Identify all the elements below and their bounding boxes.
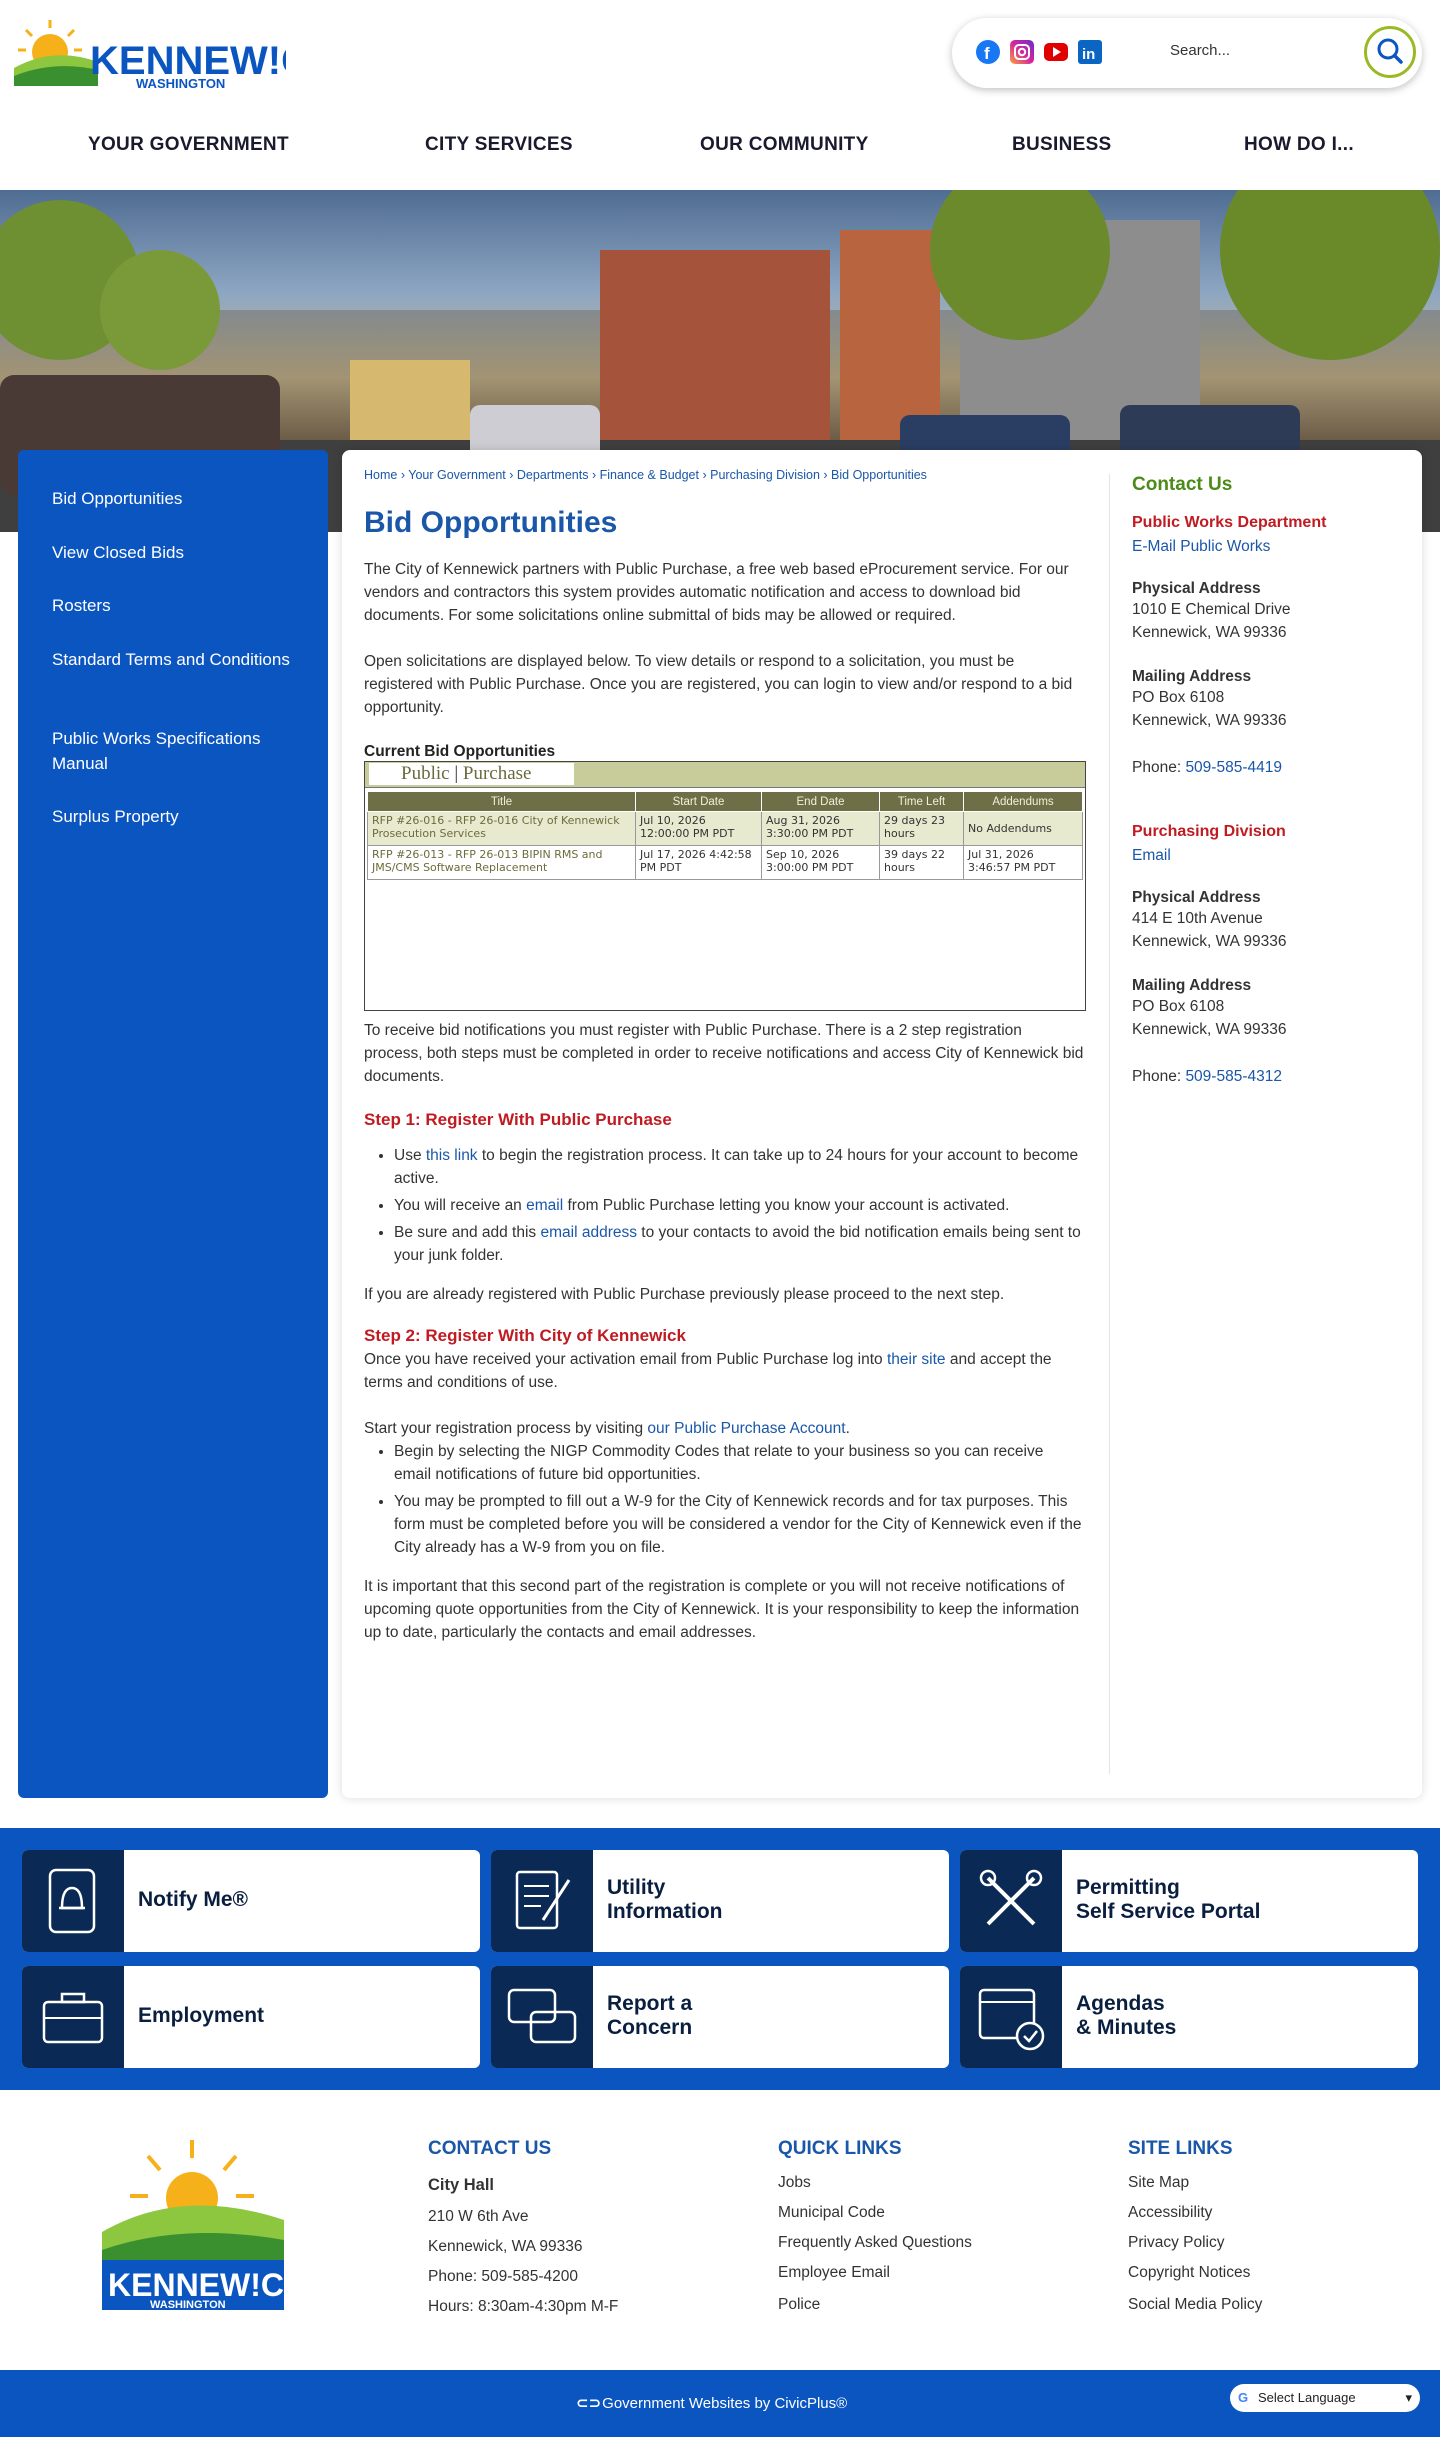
quick-tiles bbox=[0, 1828, 1440, 2090]
col-title: Title bbox=[368, 792, 636, 812]
document-pen-icon bbox=[491, 1850, 593, 1952]
civicplus-icon: ⊂⊃ bbox=[576, 2395, 602, 2412]
main-nav bbox=[0, 120, 1440, 172]
logo-wordmark: KENNEW! bbox=[90, 39, 282, 83]
email-address-link[interactable]: email address bbox=[540, 1224, 637, 1241]
step2-paragraph bbox=[364, 1348, 1084, 1394]
footer-site-links-heading: SITE LINKS bbox=[1128, 2138, 1233, 2159]
nav-our-community[interactable]: OUR COMMUNITY bbox=[700, 134, 869, 155]
tile-label: Concern bbox=[607, 2016, 693, 2039]
sidebar-nav bbox=[18, 450, 328, 1798]
pp-logo-public: Public bbox=[401, 763, 450, 784]
tile-report-concern[interactable] bbox=[491, 1966, 949, 2068]
tile-label: Report a bbox=[607, 1992, 693, 2015]
nav-how-do-i[interactable]: HOW DO I... bbox=[1244, 134, 1354, 155]
pw-phone-link[interactable]: 509-585-4419 bbox=[1185, 759, 1282, 776]
site-header bbox=[0, 0, 1440, 190]
contact-column bbox=[1109, 474, 1399, 1774]
footer-link-employee-email[interactable]: Employee Email bbox=[778, 2264, 890, 2281]
start-registration-paragraph bbox=[364, 1417, 1084, 1440]
tile-label: Utility bbox=[607, 1876, 666, 1899]
pw-mailing-line1: PO Box 6108 bbox=[1132, 689, 1225, 706]
physical-address-label: Physical Address bbox=[1132, 889, 1261, 906]
start-text: Start your registration process by visiting bbox=[364, 1420, 648, 1437]
tile-employment[interactable] bbox=[22, 1966, 480, 2068]
step2-list bbox=[394, 1440, 1084, 1559]
footer-contact-heading: CONTACT US bbox=[428, 2138, 552, 2159]
bid-end-date: Aug 31, 2026 3:30:00 PM PDT bbox=[762, 812, 880, 846]
pd-mailing-line2: Kennewick, WA 99336 bbox=[1132, 1021, 1287, 1038]
purchasing-division-name: Purchasing Division bbox=[1132, 823, 1286, 840]
tile-label: Permitting bbox=[1076, 1876, 1180, 1899]
footer-link-jobs[interactable]: Jobs bbox=[778, 2174, 811, 2191]
phone-label: Phone: bbox=[1132, 759, 1186, 776]
bid-title-link[interactable]: RFP #26-016 - RFP 26-016 City of Kennewick Prosecution Services bbox=[368, 812, 636, 846]
list-item bbox=[394, 1194, 1084, 1217]
breadcrumb-separator: › bbox=[591, 468, 597, 482]
already-registered-paragraph: If you are already registered with Public Purchase previously please proceed to the next step. bbox=[364, 1286, 1005, 1303]
tile-notify-me[interactable] bbox=[22, 1850, 480, 1952]
purchasing-email-link[interactable]: Email bbox=[1132, 847, 1171, 864]
col-end-date: End Date bbox=[762, 792, 880, 812]
search-input[interactable]: Search... bbox=[1170, 42, 1231, 59]
civicplus-credit-text: Government Websites by CivicPlus® bbox=[602, 2395, 848, 2412]
tile-permitting-portal[interactable] bbox=[960, 1850, 1418, 1952]
pw-physical-line2: Kennewick, WA 99336 bbox=[1132, 624, 1287, 641]
footer-address-2: Kennewick, WA 99336 bbox=[428, 2238, 583, 2255]
public-works-name: Public Works Department bbox=[1132, 514, 1327, 531]
facebook-icon[interactable] bbox=[976, 40, 1000, 64]
tile-agendas-minutes[interactable] bbox=[960, 1966, 1418, 2068]
footer-logo[interactable] bbox=[102, 2136, 284, 2317]
tile-label: & Minutes bbox=[1076, 2016, 1177, 2039]
list-item bbox=[394, 1144, 1084, 1190]
registration-link[interactable]: this link bbox=[425, 1147, 478, 1164]
footer-link-privacy[interactable]: Privacy Policy bbox=[1128, 2234, 1225, 2251]
pd-phone bbox=[1132, 1065, 1399, 1088]
breadcrumb bbox=[364, 468, 1084, 496]
sidebar-item-surplus-property[interactable]: Surplus Property bbox=[52, 807, 179, 826]
col-time-left: Time Left bbox=[880, 792, 964, 812]
civicplus-credit[interactable] bbox=[576, 2394, 847, 2412]
col-addendums: Addendums bbox=[964, 792, 1083, 812]
bottom-bar bbox=[0, 2370, 1440, 2437]
footer-link-accessibility[interactable]: Accessibility bbox=[1128, 2204, 1213, 2221]
youtube-icon[interactable] bbox=[1044, 43, 1068, 61]
public-purchase-logo[interactable]: Public | Purchase bbox=[369, 763, 574, 785]
google-icon: G bbox=[1238, 2390, 1249, 2405]
footer-logo-subtext: WASHINGTON bbox=[150, 2299, 226, 2311]
bid-addendums: No Addendums bbox=[964, 812, 1083, 846]
step1-text: Use bbox=[394, 1147, 426, 1164]
step2-text: Once you have received your activation email from Public Purchase log into bbox=[364, 1351, 887, 1368]
footer-quick-links-heading: QUICK LINKS bbox=[778, 2138, 902, 2159]
pd-physical-line1: 414 E 10th Avenue bbox=[1132, 910, 1263, 927]
bid-table-header bbox=[368, 792, 1083, 812]
pd-physical-line2: Kennewick, WA 99336 bbox=[1132, 933, 1287, 950]
register-paragraph: To receive bid notifications you must register with Public Purchase. There is a 2 step registration process, both steps must be completed in order to receive notifications and access City of Kennewick bid documents. bbox=[364, 1022, 1084, 1085]
sidebar-item-view-closed-bids[interactable]: View Closed Bids bbox=[52, 543, 184, 562]
intro-paragraph: The City of Kennewick partners with Public Purchase, a free web based eProcurement service. For our vendors and contractors this system provides automatic notification and access to download bid documents. For some solicitations online submittal of bids may be allowed or required. bbox=[364, 561, 1069, 624]
chevron-down-icon: ▾ bbox=[1405, 2390, 1412, 2405]
breadcrumb-separator: › bbox=[509, 468, 514, 482]
bid-table bbox=[367, 791, 1083, 880]
svg-text:f: f bbox=[984, 44, 990, 63]
footer-link-police[interactable]: Police bbox=[778, 2296, 821, 2313]
bid-time-left: 29 days 23 hours bbox=[880, 812, 964, 846]
step2-heading: Step 2: Register With City of Kennewick bbox=[364, 1326, 686, 1345]
mailing-address-label: Mailing Address bbox=[1132, 668, 1252, 685]
footer-address-1: 210 W 6th Ave bbox=[428, 2208, 529, 2225]
step1-text: You will receive an bbox=[394, 1197, 527, 1214]
list-item: • Begin by selecting the NIGP Commodity Codes that relate to your business so you can receive email notifications of future bid opportunities. bbox=[394, 1440, 1084, 1486]
nav-city-services[interactable]: CITY SERVICES bbox=[425, 134, 573, 155]
bid-start-date: Jul 17, 2026 4:42:58 PM PDT bbox=[636, 846, 762, 880]
logo-subtext: WASHINGTON bbox=[136, 76, 226, 91]
kennewick-logo[interactable] bbox=[14, 16, 286, 92]
list-item: • You may be prompted to fill out a W-9 for the City of Kennewick records and for tax purposes. This form must be completed before you will be considered a vendor for the City of Kennewick even if the City already has a W-9 from you on file. bbox=[394, 1490, 1084, 1559]
breadcrumb-finance-budget[interactable]: Finance & Budget bbox=[599, 468, 699, 482]
social-search-pill bbox=[952, 18, 1422, 88]
sidebar-item-bid-opportunities[interactable]: Bid Opportunities bbox=[52, 489, 183, 508]
footer-link-faq[interactable]: Frequently Asked Questions bbox=[778, 2234, 972, 2251]
public-purchase-bar bbox=[365, 762, 1085, 788]
tile-utility-information[interactable] bbox=[491, 1850, 949, 1952]
bid-end-date: Sep 10, 2026 3:00:00 PM PDT bbox=[762, 846, 880, 880]
public-works-email-link[interactable]: E-Mail Public Works bbox=[1132, 538, 1271, 555]
tile-label: Information bbox=[607, 1900, 723, 1923]
breadcrumb-bid-opportunities[interactable]: Bid Opportunities bbox=[831, 468, 927, 482]
pd-phone-link[interactable]: 509-585-4312 bbox=[1185, 1068, 1282, 1085]
pd-mailing-line1: PO Box 6108 bbox=[1132, 998, 1225, 1015]
start-text: . bbox=[845, 1420, 850, 1437]
footer-logo-wordmark: KENNEW!C bbox=[108, 2267, 284, 2303]
contact-heading: Contact Us bbox=[1132, 474, 1233, 495]
open-solicitations-paragraph: Open solicitations are displayed below. To view details or respond to a solicitation, you must be registered with Public Purchase. Once you are registered, you can login to view and/or respond to a bid opportunity. bbox=[364, 653, 1073, 716]
language-select-label: Select Language bbox=[1258, 2390, 1356, 2405]
step1-text: from Public Purchase letting you know your account is activated. bbox=[563, 1197, 1010, 1214]
tile-label: Agendas bbox=[1076, 1992, 1165, 2015]
footer-link-municipal-code[interactable]: Municipal Code bbox=[778, 2204, 885, 2221]
phone-label: Phone: bbox=[1132, 1068, 1186, 1085]
breadcrumb-separator: › bbox=[702, 468, 707, 482]
nav-business[interactable]: BUSINESS bbox=[1012, 134, 1112, 155]
col-start-date: Start Date bbox=[636, 792, 762, 812]
calendar-check-icon bbox=[960, 1966, 1062, 2068]
footer-city-hall: City Hall bbox=[428, 2176, 495, 2194]
sidebar-item-public-works-specs[interactable]: Public Works Specifications Manual bbox=[52, 729, 261, 773]
tile-label: Notify Me® bbox=[138, 1888, 248, 1911]
public-purchase-widget bbox=[364, 761, 1086, 1011]
final-paragraph: It is important that this second part of the registration is complete or you will not receive notifications of upcoming quote opportunities from the City of Kennewick. It is your responsibility to keep the information up to date, particularly the contacts and email addresses. bbox=[364, 1578, 1080, 1641]
table-row[interactable] bbox=[368, 812, 1083, 846]
public-purchase-account-link[interactable]: our Public Purchase Account bbox=[647, 1420, 846, 1437]
mailing-address-label: Mailing Address bbox=[1132, 977, 1252, 994]
bid-time-left: 39 days 22 hours bbox=[880, 846, 964, 880]
breadcrumb-separator: › bbox=[823, 468, 828, 482]
step2-text: and accept the terms and conditions of use. bbox=[364, 1351, 1052, 1391]
their-site-link[interactable]: their site bbox=[886, 1351, 946, 1368]
breadcrumb-purchasing-division[interactable]: Purchasing Division bbox=[710, 468, 820, 482]
step1-heading: Step 1: Register With Public Purchase bbox=[364, 1110, 672, 1129]
search-button[interactable] bbox=[1364, 26, 1416, 78]
main-content bbox=[364, 468, 1084, 1644]
nav-your-government[interactable]: YOUR GOVERNMENT bbox=[88, 134, 289, 155]
breadcrumb-separator: › bbox=[400, 468, 405, 482]
step1-list bbox=[394, 1144, 1084, 1267]
breadcrumb-home[interactable]: Home bbox=[364, 468, 398, 482]
physical-address-label: Physical Address bbox=[1132, 580, 1261, 597]
step1-text: Be sure and add this bbox=[394, 1224, 541, 1241]
list-item bbox=[394, 1221, 1084, 1267]
bid-start-date: Jul 10, 2026 12:00:00 PM PDT bbox=[636, 812, 762, 846]
footer-phone: Phone: 509-585-4200 bbox=[428, 2268, 578, 2285]
site-footer bbox=[0, 2090, 1440, 2370]
email-link[interactable]: email bbox=[526, 1197, 564, 1214]
svg-text:in: in bbox=[1082, 46, 1096, 63]
bid-title-link[interactable]: RFP #26-013 - RFP 26-013 BIPIN RMS and JMS/CMS Software Replacement bbox=[368, 846, 636, 880]
breadcrumb-departments[interactable]: Departments bbox=[516, 468, 589, 482]
footer-hours: Hours: 8:30am-4:30pm M-F bbox=[428, 2298, 619, 2315]
footer-link-copyright[interactable]: Copyright Notices bbox=[1128, 2264, 1251, 2281]
table-row[interactable] bbox=[368, 846, 1083, 880]
bell-phone-icon bbox=[22, 1850, 124, 1952]
bid-addendums[interactable]: Jul 31, 2026 3:46:57 PM PDT bbox=[964, 846, 1083, 880]
step1-text: to begin the registration process. It can take up to 24 hours for your account to become active. bbox=[394, 1147, 1079, 1187]
search-icon bbox=[1367, 29, 1413, 75]
tile-label: Self Service Portal bbox=[1076, 1900, 1261, 1923]
pp-logo-purchase: Purchase bbox=[462, 763, 532, 784]
chat-bubbles-icon bbox=[491, 1966, 593, 2068]
pw-phone bbox=[1132, 756, 1399, 779]
linkedin-icon[interactable] bbox=[1078, 40, 1102, 64]
step1-text: to your contacts to avoid the bid notification emails being sent to your junk folder. bbox=[394, 1224, 1081, 1264]
tile-label: Employment bbox=[138, 2004, 265, 2027]
current-bids-heading: Current Bid Opportunities bbox=[364, 743, 556, 760]
sidebar-item-rosters[interactable]: Rosters bbox=[52, 596, 111, 615]
page-title: Bid Opportunities bbox=[364, 506, 618, 539]
breadcrumb-your-government[interactable]: Your Government bbox=[408, 468, 506, 482]
sidebar-item-standard-terms[interactable]: Standard Terms and Conditions bbox=[52, 650, 290, 669]
content-card bbox=[342, 450, 1422, 1798]
instagram-icon[interactable] bbox=[1010, 40, 1034, 64]
tools-icon bbox=[960, 1850, 1062, 1952]
footer-link-site-map[interactable]: Site Map bbox=[1128, 2174, 1190, 2191]
briefcase-icon bbox=[22, 1966, 124, 2068]
footer-link-social-media-policy[interactable]: Social Media Policy bbox=[1128, 2296, 1263, 2313]
pw-mailing-line2: Kennewick, WA 99336 bbox=[1132, 712, 1287, 729]
language-select[interactable] bbox=[1230, 2384, 1420, 2412]
pw-physical-line1: 1010 E Chemical Drive bbox=[1132, 601, 1291, 618]
